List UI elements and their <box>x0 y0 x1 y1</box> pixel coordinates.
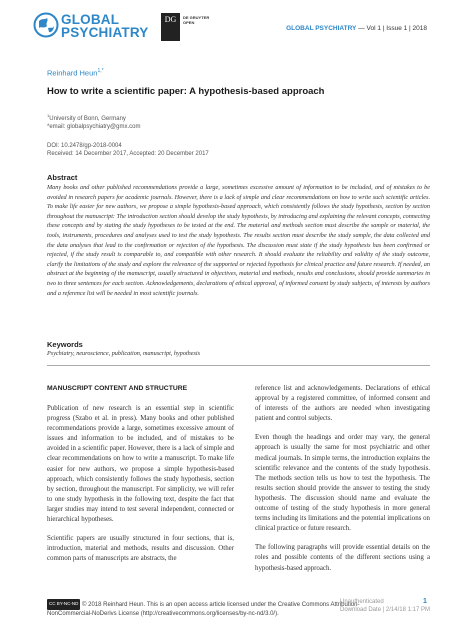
journal-logo-text <box>61 13 149 39</box>
abstract-heading: Abstract <box>47 173 78 182</box>
left-column <box>47 404 234 573</box>
logo-line-2: PSYCHIATRY <box>61 25 149 40</box>
publisher-mark: DG <box>164 15 177 24</box>
page-number: 1 <box>423 598 427 605</box>
affiliation-text: University of Bonn, Germany <box>49 116 126 122</box>
globe-icon <box>33 12 59 38</box>
author-line <box>47 68 104 78</box>
issue-info: — Vol 1 | Issue 1 | 2018 <box>358 25 427 32</box>
watermark-line-2: Download Date | 2/14/18 1:17 PM <box>340 607 430 613</box>
article-title: How to write a scientific paper: A hypothesis-based approach <box>47 86 325 97</box>
email[interactable]: *email: globalpsychiatry@gmx.com <box>47 124 141 130</box>
doi-block <box>47 142 209 158</box>
paragraph: reference list and acknowledgements. Declarations of ethical approval by a registered committee, of informed consent and of interests of the authors are needed when investigating patient and control subjects. <box>255 385 430 423</box>
running-header <box>286 25 427 32</box>
author-name: Reinhard Heun <box>47 68 98 78</box>
right-column <box>255 384 430 583</box>
watermark-line-1: Unauthenticated <box>340 599 384 605</box>
publisher-logo <box>161 13 180 41</box>
publisher-line-2: OPEN <box>183 20 195 25</box>
affiliation <box>47 112 140 123</box>
paragraph: Scientific papers are usually structured in four sections, that is, introduction, material and methods, results and discussion. Other common parts of manuscripts are abstracts, the <box>47 535 234 563</box>
logo-line-1: GLOBAL <box>61 12 120 27</box>
affiliation-mark: 1 <box>47 113 50 118</box>
divider <box>47 365 430 366</box>
doi[interactable]: DOI: 10.2478/gp-2018-0004 <box>47 143 122 149</box>
license-text: © 2018 Reinhard Heun. This is an open access article licensed under the Creative Commons Attribution- <box>82 602 360 608</box>
journal-name: GLOBAL PSYCHIATRY <box>286 25 357 32</box>
section-heading: MANUSCRIPT CONTENT AND STRUCTURE <box>47 385 188 392</box>
paragraph: Even though the headings and order may vary, the general approach is usually the same for most psychiatric and other medical journals. In simple terms, the introduction explains the scientific relevance and the contents of the study hypothesis. The methods section tells us how to test the hypothesis. The results section should provide the answer to testing the study hypothesis. The discussion should name and evaluate the outcome of testing of the study hypothesis in more general terms including its limitations and the potential implications on clinical practice or future research. <box>255 434 430 533</box>
author-mark: 1,* <box>97 68 104 74</box>
license-badge[interactable]: CC BY-NC-ND <box>47 599 80 610</box>
license-line-2[interactable]: NonCommercial-NoDerivs License (http://creativecommons.org/licenses/by-nc-nd/3.0/). <box>47 610 279 617</box>
abstract-text: Many books and other published recommendations provide a large, sometimes excessive amount of information to be included, and of mistakes to be avoided in research papers for academic journals. However, there is a lack of simple and clear recommendations on how to write such scientific articles. To make life easier for new authors, we propose a simple hypothesis-based approach, which consistently follows the study hypothesis, section by section throughout the manuscript: The introduction section should develop the study hypothesis, by introducing and explaining the relevant concepts, connecting these concepts and by stating the study hypotheses to be tested at the end. The material and methods section must describe the sample or material, the tools, instruments, procedures and analyses used to test the study hypothesis. The results section must describe the study sample, the data collected and the data analyses that lead to the confirmation or rejection of the hypothesis. The discussion must state if the study hypothesis has been confirmed or rejected, if the study result is comparable to, and compatible with other research. It should evaluate the reliability and validity of the study outcome, clarify the limitations of the study and explore the relevance of the supported or rejected hypothesis for clinical practice and future research. If needed, an abstract at the beginning of the manuscript, usually structured in objectives, material and methods, results and conclusions, should provide summaries in two to three sentences for each section. Acknowledgements, declarations of ethical approval, of informed consent by study subjects, of interests by authors and a reference list will be needed in most scientific journals. <box>47 184 430 297</box>
publisher-name <box>183 15 209 25</box>
publisher-line-1: DE GRUYTER <box>183 15 210 20</box>
keywords-text: Psychiatry, neuroscience, publication, manuscript, hypothesis <box>47 350 201 357</box>
paragraph: Publication of new research is an essential step in scientific progress (Szabo et al. in press). Many books and other published recommendations provide a large, sometimes excessive amount of issues and information to be included, and of mistakes to be avoided in a scientific paper. However, there is a lack of simple and clear recommendations on how to write a manuscript. To make life easier for new authors, we propose a simple hypothesis-based approach, which consistently follows the study hypothesis, section by section, throughout the manuscript. For simplicity, we will refer to one study hypothesis in the following text, despite the fact that larger studies may intend to test several independent, connected or hierarchical hypotheses. <box>47 405 234 524</box>
keywords-heading: Keywords <box>47 340 83 349</box>
affiliation-block <box>47 112 140 131</box>
paragraph: The following paragraphs will provide essential details on the roles and possible contents of the different sections using a hypothesis-based approach. <box>255 544 430 572</box>
dates: Received: 14 December 2017, Accepted: 20 December 2017 <box>47 151 209 157</box>
